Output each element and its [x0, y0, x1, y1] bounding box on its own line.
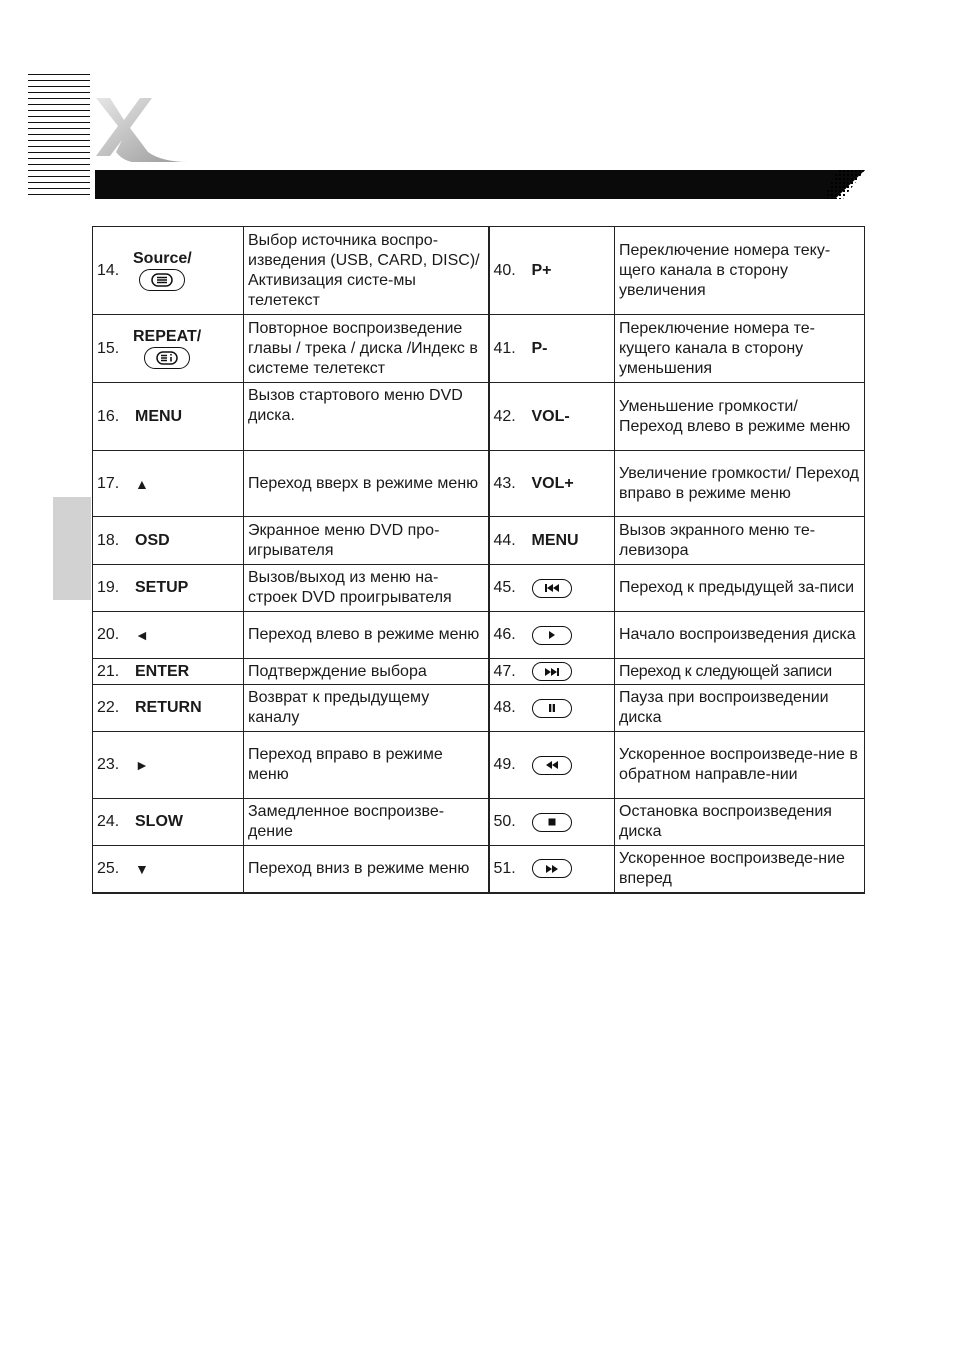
key-cell — [489, 383, 615, 451]
item-number: 51. — [493, 859, 516, 877]
key-label: SETUP — [135, 579, 189, 596]
left-arrow-icon: ◄ — [135, 627, 149, 643]
item-number: 25. — [97, 859, 120, 877]
description-cell: Переход вниз в режиме меню — [244, 846, 489, 893]
description-cell: Переход к следующей записи — [615, 659, 865, 685]
up-arrow-icon: ▲ — [135, 475, 149, 492]
key-cell — [93, 565, 244, 612]
teletext-index-icon — [144, 347, 190, 369]
description-cell: Переход влево в режиме меню — [244, 612, 489, 659]
description-cell: Экранное меню DVD про-игрывателя — [244, 517, 489, 565]
item-number: 49. — [493, 756, 516, 773]
table-row — [93, 659, 865, 685]
item-number: 44. — [493, 531, 516, 549]
key-cell — [93, 685, 244, 732]
description-cell: Уменьшение громкости/ Переход влево в режиме меню — [615, 383, 865, 451]
description-cell: Переход к предыдущей за-писи — [615, 565, 865, 612]
key-cell — [93, 227, 244, 315]
key-cell — [93, 846, 244, 893]
item-number: 48. — [493, 699, 516, 716]
teletext-list-icon — [139, 269, 185, 291]
description-cell: Вызов/выход из меню на-строек DVD проигрывателя — [244, 565, 489, 612]
description-cell: Выбор источника воспро-изведения (USB, CARD, DISC)/Активизация систе-мы телетекст — [244, 227, 489, 315]
item-number: 16. — [97, 407, 120, 425]
key-cell — [93, 732, 244, 799]
previous-track-icon — [532, 579, 572, 598]
key-table — [92, 226, 865, 894]
item-number: 41. — [493, 339, 516, 357]
item-number: 46. — [493, 626, 516, 643]
table-row — [93, 799, 865, 846]
description-cell: Переключение номера те-кущего канала в сторону уменьшения — [615, 315, 865, 383]
key-cell — [489, 565, 615, 612]
table-row — [93, 846, 865, 893]
key-label: VOL- — [531, 407, 570, 425]
item-number: 43. — [493, 474, 516, 492]
key-label: P- — [531, 339, 548, 357]
key-cell — [489, 315, 615, 383]
description-cell: Остановка воспроизведения диска — [615, 799, 865, 846]
key-label: Source/ — [133, 250, 192, 267]
item-number: 23. — [97, 756, 120, 773]
description-cell: Переход вправо в режиме меню — [244, 732, 489, 799]
key-cell — [93, 612, 244, 659]
right-arrow-icon: ► — [135, 757, 149, 773]
key-cell — [489, 612, 615, 659]
item-number: 22. — [97, 699, 120, 716]
fast-reverse-icon — [532, 756, 572, 775]
key-label: ENTER — [135, 662, 190, 680]
x-logo-icon — [92, 94, 192, 166]
header-stripes — [28, 74, 90, 200]
item-number: 50. — [493, 813, 516, 830]
table-row — [93, 612, 865, 659]
description-cell: Вызов стартового меню DVD диска. — [244, 383, 489, 451]
table-row — [93, 227, 865, 315]
key-cell — [93, 383, 244, 451]
description-cell: Вызов экранного меню те-левизора — [615, 517, 865, 565]
side-tab — [53, 497, 91, 600]
key-cell — [489, 451, 615, 517]
description-cell: Пауза при воспроизведении диска — [615, 685, 865, 732]
table-row — [93, 315, 865, 383]
key-label: RETURN — [135, 699, 202, 716]
stop-icon — [532, 813, 572, 832]
key-cell — [489, 846, 615, 893]
key-label: SLOW — [135, 813, 183, 830]
key-cell — [489, 227, 615, 315]
fast-forward-icon — [532, 859, 572, 878]
table-row — [93, 685, 865, 732]
description-cell: Замедленное воспроизве-дение — [244, 799, 489, 846]
description-cell: Ускоренное воспроизведе-ние вперед — [615, 846, 865, 893]
key-cell — [489, 732, 615, 799]
key-label: VOL+ — [531, 474, 574, 492]
table-row — [93, 565, 865, 612]
item-number: 14. — [97, 261, 120, 279]
table-row — [93, 517, 865, 565]
item-number: 18. — [97, 531, 120, 549]
key-cell — [93, 517, 244, 565]
item-number: 47. — [493, 662, 516, 680]
key-label: P+ — [531, 261, 552, 279]
key-cell — [489, 659, 615, 685]
description-cell: Увеличение громкости/ Переход вправо в режиме меню — [615, 451, 865, 517]
key-label: REPEAT/ — [133, 328, 202, 345]
description-cell: Подтверждение выбора — [244, 659, 489, 685]
key-cell — [93, 659, 244, 685]
key-cell — [489, 685, 615, 732]
key-label: MENU — [135, 407, 183, 425]
description-cell: Переход вверх в режиме меню — [244, 451, 489, 517]
item-number: 45. — [493, 579, 516, 596]
pause-icon — [532, 699, 572, 718]
description-cell: Переключение номера теку-щего канала в сторону увеличения — [615, 227, 865, 315]
key-cell — [489, 799, 615, 846]
title-bar — [95, 170, 865, 199]
item-number: 24. — [97, 813, 120, 830]
next-track-icon — [532, 662, 572, 681]
item-number: 21. — [97, 662, 120, 680]
description-cell: Повторное воспроизведение главы / трека / диска /Индекс в системе телетекст — [244, 315, 489, 383]
item-number: 19. — [97, 579, 120, 596]
item-number: 42. — [493, 407, 516, 425]
play-icon — [532, 626, 572, 645]
description-cell: Возврат к предыдущему каналу — [244, 685, 489, 732]
item-number: 17. — [97, 474, 120, 492]
key-cell — [93, 451, 244, 517]
key-cell — [93, 315, 244, 383]
key-label: MENU — [531, 531, 579, 549]
down-arrow-icon: ▼ — [135, 860, 149, 877]
key-cell — [93, 799, 244, 846]
table-row — [93, 383, 865, 451]
key-label: OSD — [135, 531, 170, 549]
key-cell — [489, 517, 615, 565]
description-cell: Ускоренное воспроизведе-ние в обратном направле-нии — [615, 732, 865, 799]
item-number: 40. — [493, 261, 516, 279]
table-row — [93, 732, 865, 799]
description-cell: Начало воспроизведения диска — [615, 612, 865, 659]
item-number: 15. — [97, 339, 120, 357]
item-number: 20. — [97, 626, 120, 643]
table-row — [93, 451, 865, 517]
